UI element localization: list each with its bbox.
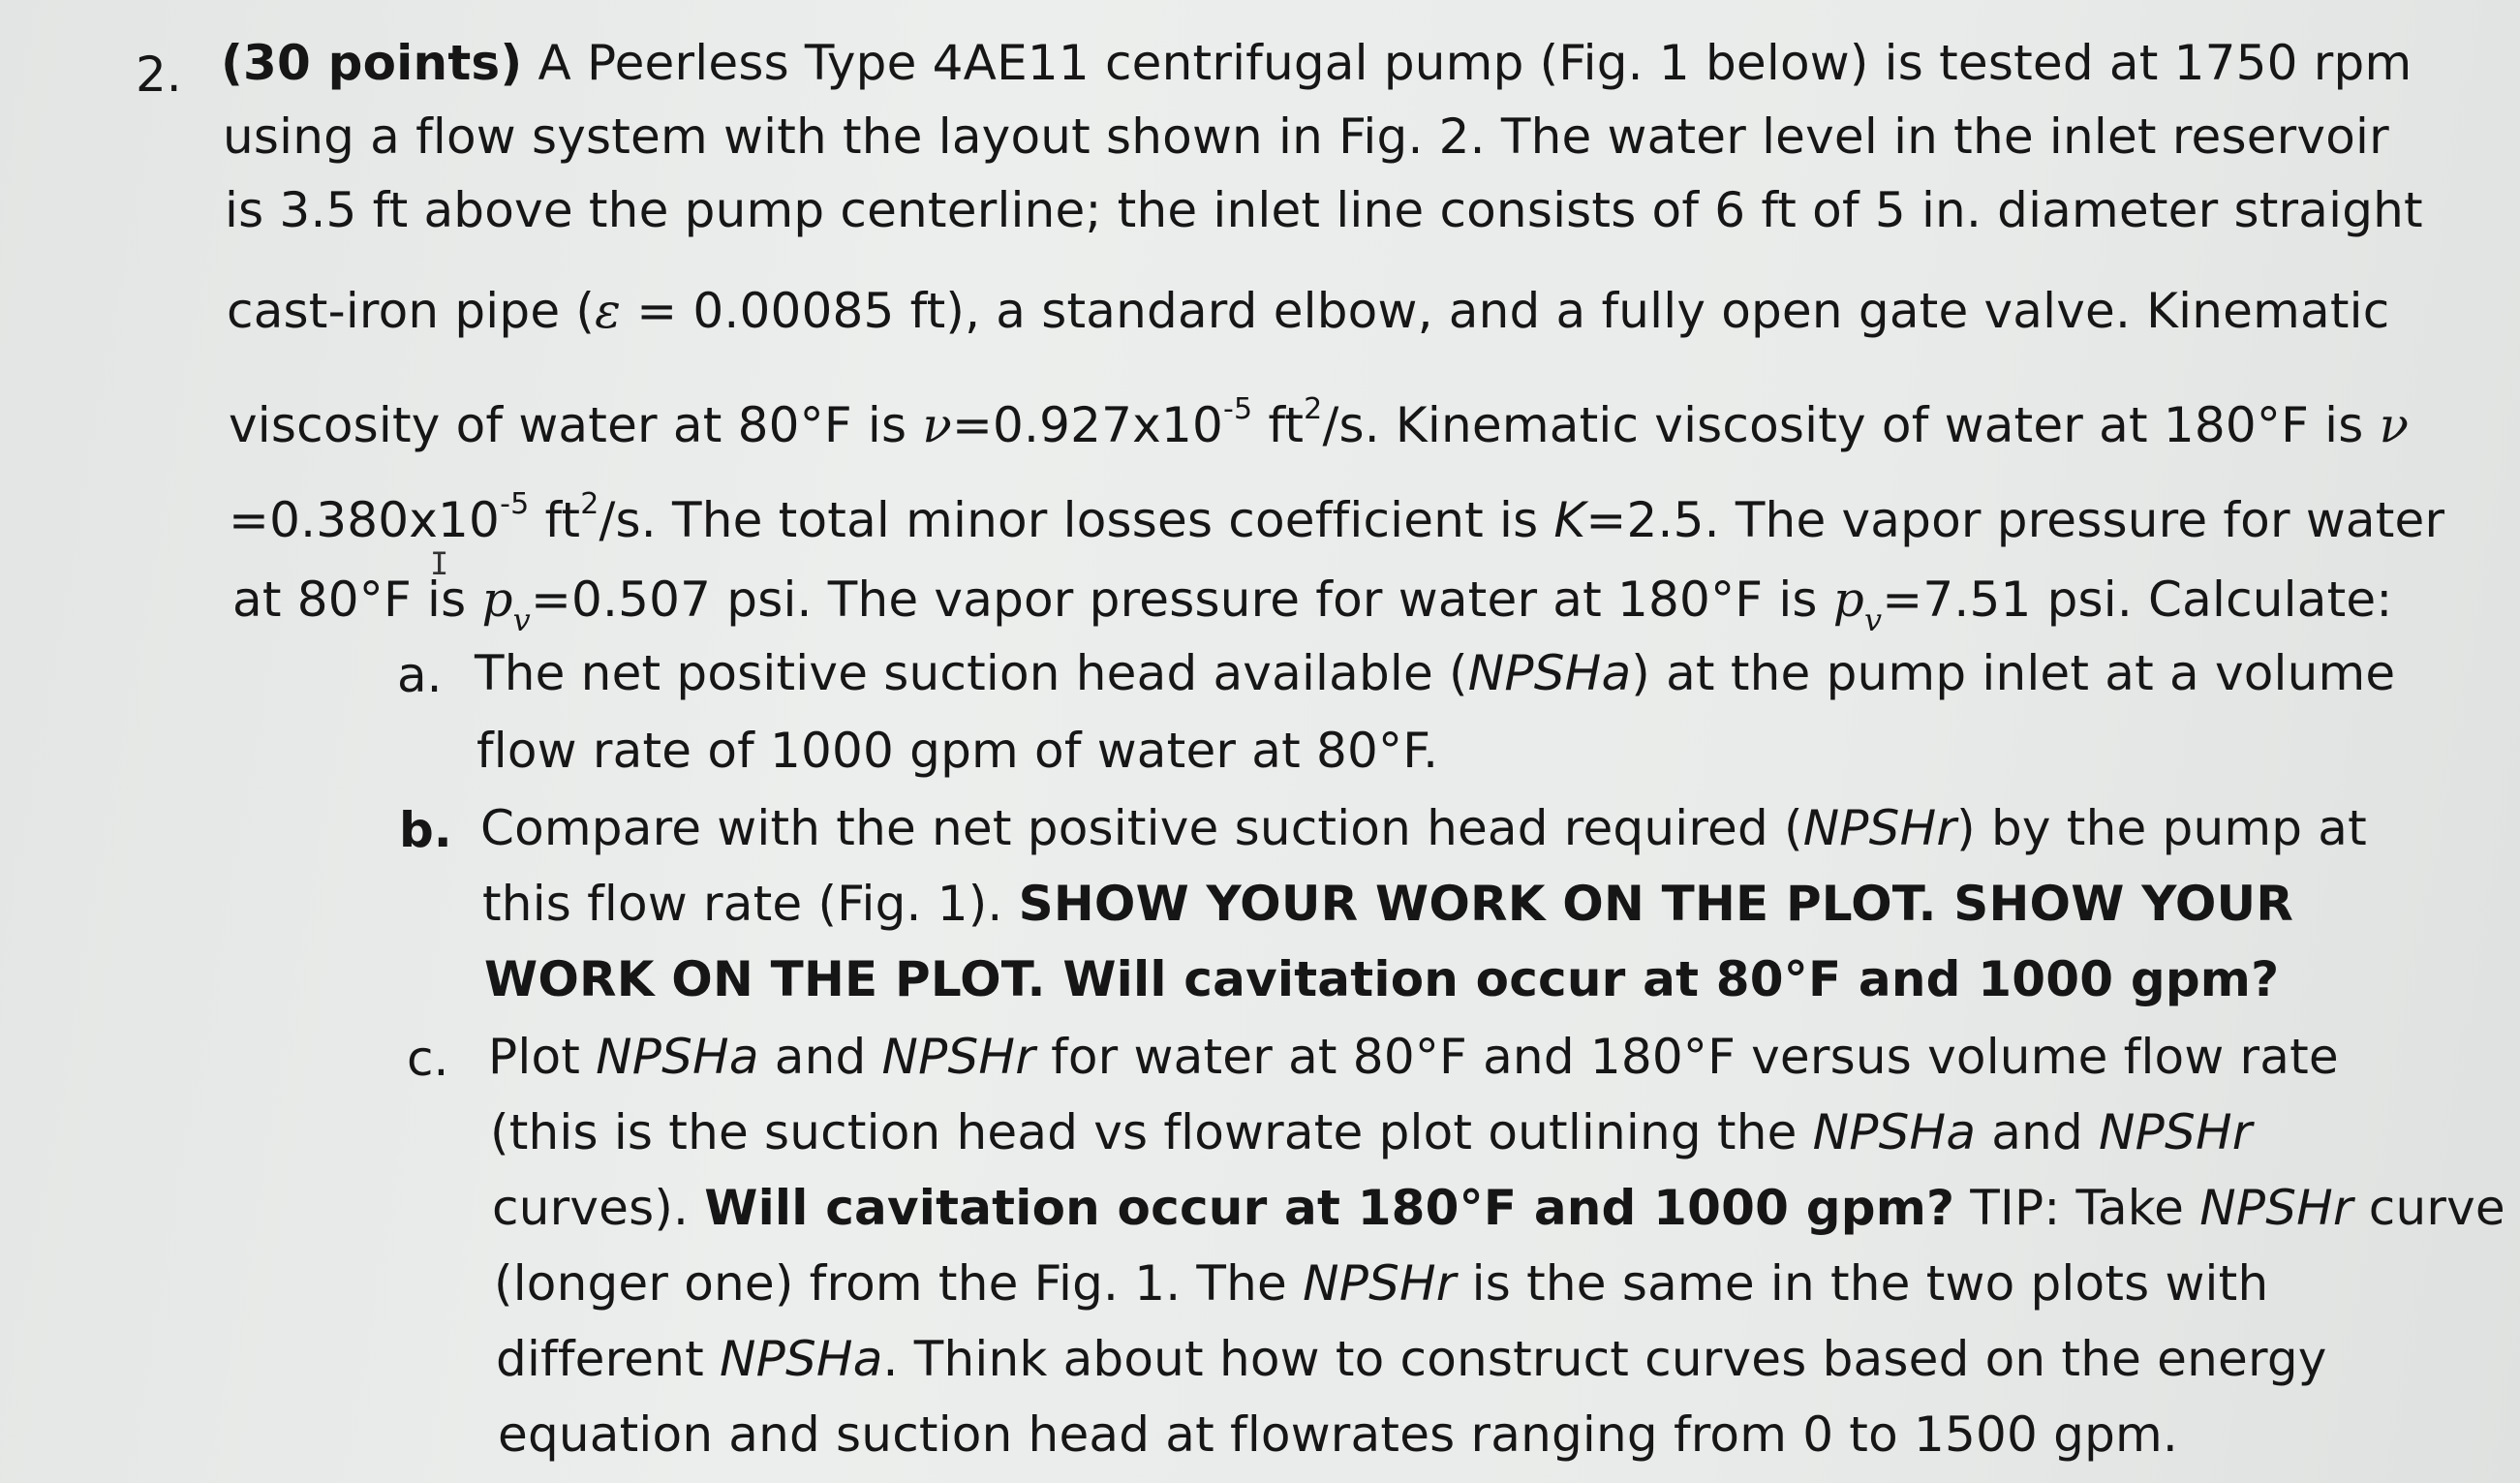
squared-2: 2 xyxy=(580,487,599,522)
npshr-term: NPSHr xyxy=(1802,800,1957,856)
squared: 2 xyxy=(1304,392,1323,427)
exponent: -5 xyxy=(1223,392,1253,427)
part-a-text-pre: The net positive suction head available ( xyxy=(475,645,1468,701)
line7-text-mid: =0.507 psi. The vapor pressure for water at 180°F is xyxy=(530,572,1833,628)
part-c-label: c. xyxy=(407,1031,449,1087)
line6-text-post: /s. The total minor losses coefficient is xyxy=(599,492,1554,548)
nu-80-value: =0.927x10 xyxy=(951,397,1223,453)
npshr-term-4: NPSHr xyxy=(2199,1180,2353,1236)
k-symbol: K xyxy=(1553,492,1586,548)
part-c-text-4: (longer one) from the Fig. 1. The xyxy=(494,1255,1304,1312)
text-cursor-icon: I xyxy=(430,545,449,582)
v-subscript: v xyxy=(512,602,531,638)
part-c-text-3-post: curve xyxy=(2352,1180,2505,1236)
problem-line-3: is 3.5 ft above the pump centerline; the inlet line consists of 6 ft of 5 in. diameter straight xyxy=(225,182,2423,238)
npsha-term-3: NPSHa xyxy=(1812,1104,1977,1160)
part-b-text-2: this flow rate (Fig. 1). xyxy=(482,876,1019,932)
tip-text: TIP: Take xyxy=(1954,1180,2200,1236)
line4-text-post: = 0.00085 ft), a standard elbow, and a fully open gate valve. Kinematic xyxy=(621,283,2390,339)
npsha-term-4: NPSHa xyxy=(720,1331,883,1387)
problem-line-7 xyxy=(232,570,2393,638)
part-a-label: a. xyxy=(397,647,443,703)
unit-ft-2: ft xyxy=(529,492,581,548)
p-symbol: p xyxy=(481,572,513,628)
part-c-text-post: for water at 80°F and 180°F versus volume flow rate xyxy=(1034,1029,2339,1085)
npshr-term-2: NPSHr xyxy=(881,1029,1035,1085)
part-b-text-post: ) by the pump at xyxy=(1956,800,2367,856)
line7-text-end: =7.51 psi. Calculate: xyxy=(1882,572,2393,628)
nu-symbol: ν xyxy=(922,397,952,453)
part-b-line-1 xyxy=(480,798,2367,858)
points-label: (30 points) xyxy=(221,35,523,91)
nu-180-value: =0.380x10 xyxy=(229,492,501,548)
part-b-line-3: WORK ON THE PLOT. Will cavitation occur at 80°F and 1000 gpm? xyxy=(484,951,2280,1007)
part-b-line-2 xyxy=(482,874,2293,934)
part-c-bold-3: Will cavitation occur at 180°F and 1000 gpm? xyxy=(704,1180,1955,1236)
part-c-text-2: (this is the suction head vs flowrate plot outlining the xyxy=(490,1104,1813,1160)
problem-line-6 xyxy=(229,487,2445,550)
problem-line-5 xyxy=(229,392,2410,455)
line4-text-pre: cast-iron pipe ( xyxy=(227,283,596,339)
exponent-2: -5 xyxy=(500,487,530,522)
problem-line-2: using a flow system with the layout shown in Fig. 2. The water level in the inlet reservoir xyxy=(223,108,2389,165)
part-b-label: b. xyxy=(399,802,452,858)
part-a-line-2: flow rate of 1000 gpm of water at 80°F. xyxy=(476,723,1439,779)
part-a-text-post: ) at the pump inlet at a volume xyxy=(1631,645,2396,701)
part-c-line-5 xyxy=(496,1329,2327,1389)
line6-text-end: =2.5. The vapor pressure for water xyxy=(1585,492,2445,548)
npshr-term-3: NPSHr xyxy=(2099,1104,2253,1160)
part-c-line-3 xyxy=(492,1178,2505,1238)
part-c-text-pre: Plot xyxy=(488,1029,597,1085)
line5-text-pre: viscosity of water at 80°F is xyxy=(229,397,923,453)
part-c-text-3: curves). xyxy=(492,1180,705,1236)
npsha-term-2: NPSHa xyxy=(596,1029,759,1085)
problem-line-4 xyxy=(227,281,2389,341)
part-a-line-1 xyxy=(475,643,2395,703)
part-c-line-1 xyxy=(488,1027,2339,1087)
npshr-term-5: NPSHr xyxy=(1303,1255,1457,1312)
line5-text-post: /s. Kinematic viscosity of water at 180°F is xyxy=(1322,397,2380,453)
and-text-2: and xyxy=(1976,1104,2100,1160)
problem-number: 2. xyxy=(136,46,182,103)
part-c-line-6: equation and suction head at flowrates ranging from 0 to 1500 gpm. xyxy=(498,1406,2179,1463)
part-c-line-2 xyxy=(490,1102,2253,1162)
problem-text-1: A Peerless Type 4AE11 centrifugal pump (Fig. 1 below) is tested at 1750 rpm xyxy=(522,35,2412,91)
and-text: and xyxy=(758,1029,882,1085)
npsha-term: NPSHa xyxy=(1467,645,1632,701)
part-c-text-5: different xyxy=(496,1331,721,1387)
line7-text-pre: at 80°F is xyxy=(232,572,482,628)
part-b-text-pre: Compare with the net positive suction head required ( xyxy=(480,800,1803,856)
epsilon-symbol: ε xyxy=(595,283,622,339)
part-c-text-4-post: is the same in the two plots with xyxy=(1456,1255,2269,1312)
part-c-text-5-post: . Think about how to construct curves based on the energy xyxy=(882,1331,2327,1387)
unit-ft: ft xyxy=(1252,397,1305,453)
part-b-bold-2: SHOW YOUR WORK ON THE PLOT. SHOW YOUR xyxy=(1018,876,2294,932)
nu-symbol-2: ν xyxy=(2379,397,2410,453)
p-symbol-2: p xyxy=(1832,572,1864,628)
v-subscript-2: v xyxy=(1863,602,1883,638)
problem-line-1 xyxy=(221,33,2412,93)
part-c-line-4 xyxy=(494,1253,2268,1313)
